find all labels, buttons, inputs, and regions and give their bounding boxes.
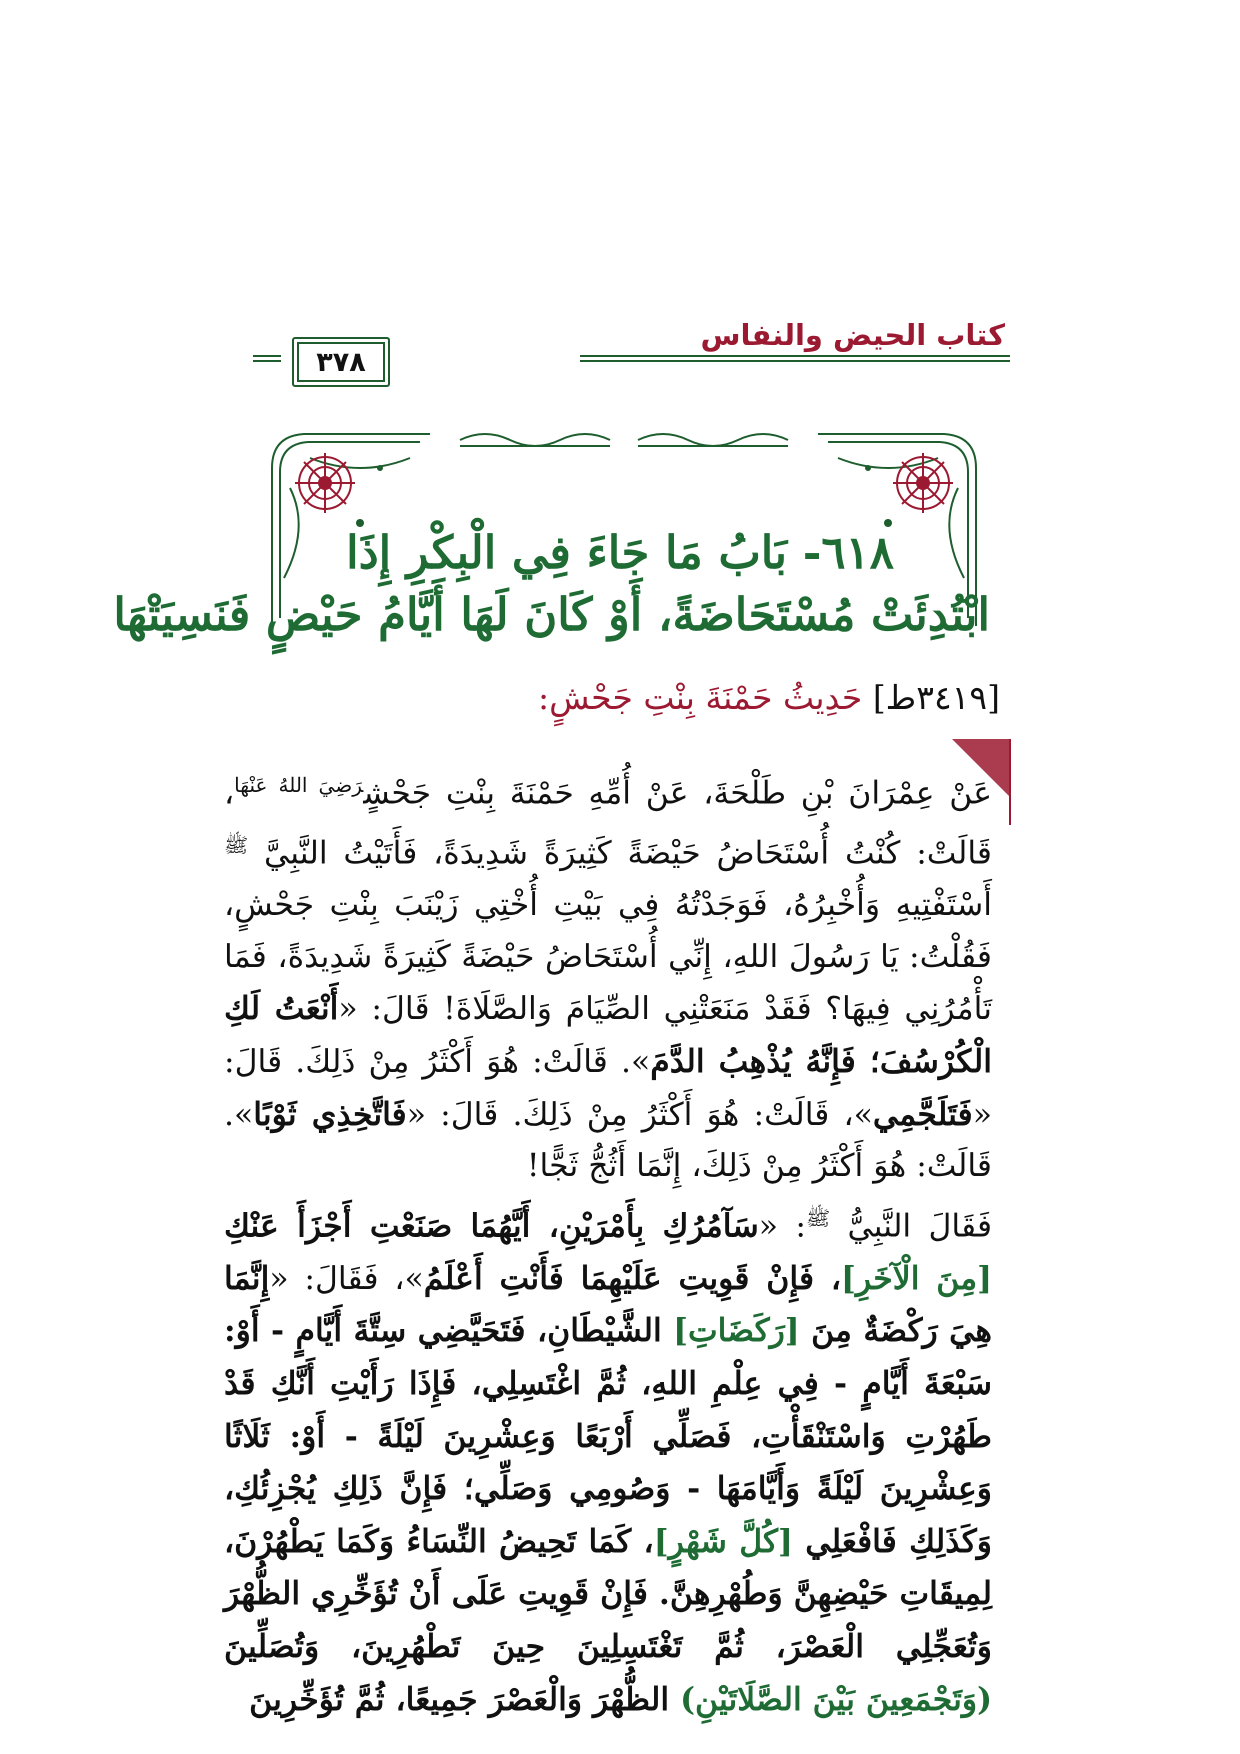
prophet-speech: سَآمُرُكِ بِأَمْرَيْنِ، أَيَّهُمَا صَنَعْتِ أَجْزَأَ عَنْكِ — [224, 1207, 759, 1245]
prophet-speech: أَنْعَتُ لَكِ الْكُرْسُفَ؛ فَإِنَّهُ يُذْهِبُ الدَّمَ — [224, 990, 992, 1080]
page-number-badge — [292, 337, 390, 387]
page-number: ٣٧٨ — [316, 346, 366, 378]
prophet-speech: فَتَلَجَّمِي — [872, 1095, 973, 1133]
rosette-left — [295, 453, 355, 513]
chapter-heading-line-1: ٦١٨- بَابُ مَا جَاءَ فِي الْبِكْرِ إِذَا — [346, 526, 894, 579]
paragraph-1 — [224, 760, 992, 1193]
hadith-title: حَدِيثُ حَمْنَةَ بِنْتِ جَحْشٍ: — [537, 678, 863, 717]
hadith-number: [٣٤١٩ط] — [872, 678, 1000, 717]
text-segment: ». قَالَتْ: هُوَ أَكْثَرُ مِنْ ذَلِكَ، إِنَّمَا أَثُجُّ ثَجًّا! — [224, 1096, 992, 1185]
text-segment: فَقَالَ النَّبِيُّ — [847, 1208, 992, 1245]
honorific-glyph: ﷺ — [806, 1205, 831, 1230]
bracketed-addition: [مِنَ الْآخَرِ] — [841, 1259, 993, 1297]
prophet-speech: ، كَمَا تَحِيضُ النِّسَاءُ وَكَمَا يَطْهُرْنَ، لِمِيقَاتِ حَيْضِهِنَّ وَطُهْرِهِنَّ. فَإِنْ قَوِيتِ عَلَى أَنْ تُؤَخِّرِي الظُّهْرَ وَتُعَجِّلِي الْعَصْرَ، ثُمَّ تَغْتَسِلِينَ حِينَ تَطْهُرِينَ، وَتُصَلِّينَ — [224, 1522, 992, 1665]
text-segment: ، قَالَتْ: كُنْتُ أُسْتَحَاضُ حَيْضَةً كَثِيرَةً شَدِيدَةً، فَأَتَيْتُ النَّبِيَّ — [224, 775, 992, 872]
page-header — [0, 0, 1240, 380]
bracketed-addition: [رَكَضَاتِ] — [673, 1312, 800, 1350]
prophet-speech: فَاتَّخِذِي ثَوْبًا — [253, 1095, 407, 1133]
chapter-heading — [113, 522, 990, 646]
header-rule-short — [253, 355, 281, 362]
prophet-speech: الشَّيْطَانِ، فَتَحَيَّضِي سِتَّةَ أَيَّامٍ - أَوْ: سَبْعَةَ أَيَّامٍ - فِي عِلْمِ اللهِ، ثُمَّ اغْتَسِلِي، فَإِذَا رَأَيْتِ أَنَّكِ قَدْ طَهُرْتِ وَاسْتَنْقَأْتِ، فَصَلِّي أَرْبَعًا وَعِشْرِينَ لَيْلَةً - أَوْ: ثَلَاثًا وَعِشْرِينَ لَيْلَةً وَأَيَّامَهَا - وَصُومِي وَصَلِّي؛ فَإِنَّ ذَلِكِ يُجْزِئُكِ، وَكَذَلِكِ فَافْعَلِي — [224, 1312, 992, 1560]
text-segment: ». قَالَتْ: هُوَ أَكْثَرُ مِنْ ذَلِكَ. قَالَ: « — [224, 1043, 992, 1133]
text-segment: أَسْتَفْتِيهِ وَأُخْبِرُهُ، فَوَجَدْتُهُ فِي بَيْتِ أُخْتِي زَيْنَبَ بِنْتِ جَحْشٍ، فَقُلْتُ: يَا رَسُولَ اللهِ، إِنِّي أُسْتَحَاضُ حَيْضَةً كَثِيرَةً شَدِيدَةً، فَمَا تَأْمُرُنِي فِيهَا؟ فَقَدْ مَنَعَتْنِي الصِّيَامَ وَالصَّلَاةَ! قَالَ: « — [224, 887, 993, 1028]
prophet-speech: إِنَّمَا هِيَ رَكْضَةٌ مِنَ — [224, 1259, 992, 1350]
text-segment: : « — [758, 1208, 806, 1245]
bracketed-addition: [كُلَّ شَهْرٍ] — [653, 1522, 793, 1560]
paragraph-2 — [224, 1193, 992, 1726]
prophet-speech: الظُّهْرَ وَالْعَصْرَ جَمِيعًا، ثُمَّ تُؤَخِّرِينَ — [249, 1680, 681, 1718]
chapter-heading-line-2: ابْتُدِئَتْ مُسْتَحَاضَةً، أَوْ كَانَ لَهَا أَيَّامُ حَيْضٍ فَنَسِيَتْهَا — [113, 588, 990, 641]
text-segment: »، فَقَالَ: « — [269, 1260, 424, 1297]
header-rule — [580, 355, 1010, 362]
hadith-text — [224, 760, 992, 1726]
book-title: كتاب الحيض والنفاس — [700, 318, 1005, 352]
honorific-glyph: ﷺ — [224, 833, 249, 858]
rosette-right — [893, 453, 953, 513]
hadith-reference — [538, 678, 1000, 717]
bracketed-addition: (وَتَجْمَعِينَ بَيْنَ الصَّلَاتَيْنِ) — [680, 1680, 992, 1718]
text-segment: »، قَالَتْ: هُوَ أَكْثَرُ مِنْ ذَلِكَ. قَالَ: « — [406, 1096, 873, 1133]
text-segment: عَنْ عِمْرَانَ بْنِ طَلْحَةَ، عَنْ أُمِّهِ حَمْنَةَ بِنْتِ جَحْشٍ — [363, 775, 992, 812]
honorific-glyph: رَضِيَ اللهُ عَنْهَا — [234, 773, 364, 797]
prophet-speech: ، فَإِنْ قَوِيتِ عَلَيْهِمَا فَأَنْتِ أَعْلَمُ — [423, 1259, 841, 1297]
